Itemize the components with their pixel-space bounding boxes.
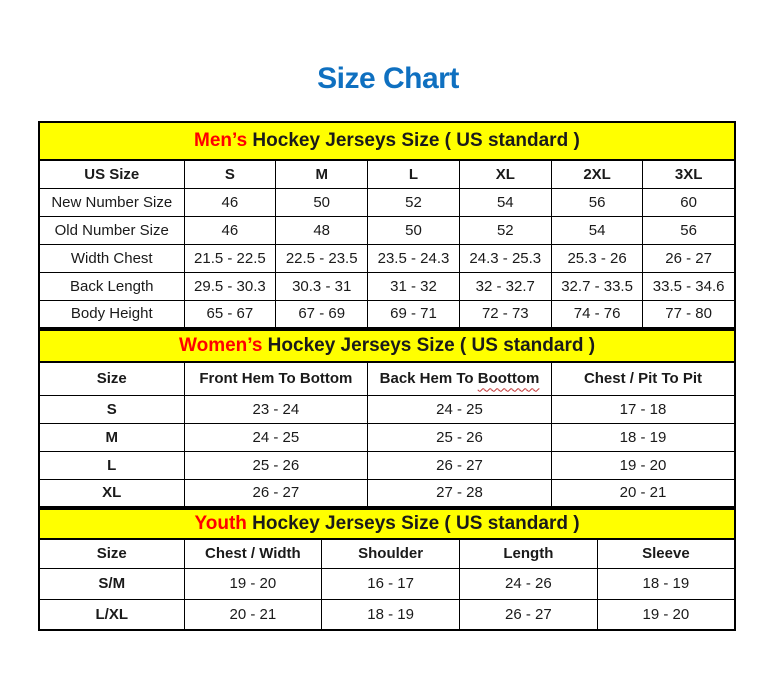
womens-column-header-prefix: Back Hem To xyxy=(379,370,478,388)
size-cell: 25 - 26 xyxy=(368,423,552,451)
size-cell: 18 - 19 xyxy=(322,599,460,630)
row-label: L xyxy=(39,451,184,479)
row-label: Old Number Size xyxy=(39,216,184,244)
size-cell: 26 - 27 xyxy=(184,479,368,507)
size-cell: 21.5 - 22.5 xyxy=(184,244,276,272)
size-cell: 26 - 27 xyxy=(368,451,552,479)
table-row xyxy=(39,451,735,479)
table-row xyxy=(39,244,735,272)
mens-column-header: US Size xyxy=(39,160,184,188)
size-cell: 19 - 20 xyxy=(597,599,735,630)
womens-section-title xyxy=(39,330,735,362)
table-row xyxy=(39,216,735,244)
womens-section-title-highlight: Women’s xyxy=(179,335,263,356)
size-cell: 54 xyxy=(459,188,551,216)
youth-column-header: Length xyxy=(460,539,598,568)
size-cell: 30.3 - 31 xyxy=(276,272,368,300)
size-cell: 50 xyxy=(368,216,460,244)
youth-section-title-rest: Hockey Jerseys Size ( US standard ) xyxy=(246,513,580,534)
mens-section-title-row xyxy=(39,122,735,160)
size-cell: 18 - 19 xyxy=(551,423,735,451)
size-cell: 19 - 20 xyxy=(551,451,735,479)
row-label: S xyxy=(39,395,184,423)
size-cell: 72 - 73 xyxy=(459,300,551,328)
size-cell: 24 - 25 xyxy=(368,395,552,423)
row-label: L/XL xyxy=(39,599,184,630)
size-cell: 77 - 80 xyxy=(643,300,735,328)
row-label: M xyxy=(39,423,184,451)
row-label: New Number Size xyxy=(39,188,184,216)
womens-column-header: Front Hem To Bottom xyxy=(184,362,368,395)
size-cell: 67 - 69 xyxy=(276,300,368,328)
table-row xyxy=(39,599,735,630)
row-label: XL xyxy=(39,479,184,507)
womens-size-table xyxy=(38,329,736,508)
youth-section-title xyxy=(39,509,735,539)
youth-column-header: Sleeve xyxy=(597,539,735,568)
page-title: Size Chart xyxy=(317,62,459,95)
mens-column-header: 3XL xyxy=(643,160,735,188)
row-label: Body Height xyxy=(39,300,184,328)
youth-section-title-highlight: Youth xyxy=(194,513,247,534)
size-cell: 26 - 27 xyxy=(643,244,735,272)
size-cell: 20 - 21 xyxy=(184,599,322,630)
size-cell: 74 - 76 xyxy=(551,300,643,328)
womens-column-header: Size xyxy=(39,362,184,395)
table-row xyxy=(39,479,735,507)
table-row xyxy=(39,300,735,328)
mens-section-title-highlight: Men’s xyxy=(194,130,248,151)
table-row xyxy=(39,423,735,451)
size-cell: 17 - 18 xyxy=(551,395,735,423)
youth-section-title-row xyxy=(39,509,735,539)
mens-column-header: L xyxy=(368,160,460,188)
row-label: Back Length xyxy=(39,272,184,300)
mens-column-header: M xyxy=(276,160,368,188)
row-label: S/M xyxy=(39,568,184,599)
youth-header-row xyxy=(39,539,735,568)
size-cell: 50 xyxy=(276,188,368,216)
size-cell: 25 - 26 xyxy=(184,451,368,479)
table-row xyxy=(39,568,735,599)
table-row xyxy=(39,188,735,216)
size-cell: 52 xyxy=(459,216,551,244)
youth-column-header: Chest / Width xyxy=(184,539,322,568)
table-row xyxy=(39,272,735,300)
mens-column-header: 2XL xyxy=(551,160,643,188)
row-label: Width Chest xyxy=(39,244,184,272)
size-chart-tables xyxy=(38,121,734,631)
size-cell: 23 - 24 xyxy=(184,395,368,423)
size-cell: 54 xyxy=(551,216,643,244)
size-cell: 33.5 - 34.6 xyxy=(643,272,735,300)
size-cell: 56 xyxy=(551,188,643,216)
size-cell: 24 - 26 xyxy=(460,568,598,599)
size-cell: 25.3 - 26 xyxy=(551,244,643,272)
size-cell: 52 xyxy=(368,188,460,216)
size-cell: 20 - 21 xyxy=(551,479,735,507)
size-cell: 69 - 71 xyxy=(368,300,460,328)
size-cell: 23.5 - 24.3 xyxy=(368,244,460,272)
size-cell: 16 - 17 xyxy=(322,568,460,599)
youth-column-header: Size xyxy=(39,539,184,568)
mens-column-header: S xyxy=(184,160,276,188)
size-cell: 27 - 28 xyxy=(368,479,552,507)
size-cell: 29.5 - 30.3 xyxy=(184,272,276,300)
youth-size-table xyxy=(38,508,736,631)
misspelled-word: Boottom xyxy=(477,370,540,388)
size-cell: 26 - 27 xyxy=(460,599,598,630)
size-cell: 46 xyxy=(184,188,276,216)
size-cell: 60 xyxy=(643,188,735,216)
womens-header-row xyxy=(39,362,735,395)
size-cell: 48 xyxy=(276,216,368,244)
size-cell: 24 - 25 xyxy=(184,423,368,451)
size-cell: 22.5 - 23.5 xyxy=(276,244,368,272)
size-cell: 24.3 - 25.3 xyxy=(459,244,551,272)
womens-column-header: Chest / Pit To Pit xyxy=(551,362,735,395)
size-cell: 18 - 19 xyxy=(597,568,735,599)
size-cell: 31 - 32 xyxy=(368,272,460,300)
table-row xyxy=(39,395,735,423)
youth-column-header: Shoulder xyxy=(322,539,460,568)
mens-column-header: XL xyxy=(459,160,551,188)
size-cell: 32 - 32.7 xyxy=(459,272,551,300)
mens-section-title xyxy=(39,122,735,160)
womens-section-title-row xyxy=(39,330,735,362)
size-cell: 56 xyxy=(643,216,735,244)
womens-section-title-rest: Hockey Jerseys Size ( US standard ) xyxy=(262,335,596,356)
size-cell: 65 - 67 xyxy=(184,300,276,328)
mens-header-row xyxy=(39,160,735,188)
size-cell: 32.7 - 33.5 xyxy=(551,272,643,300)
size-cell: 46 xyxy=(184,216,276,244)
size-cell: 19 - 20 xyxy=(184,568,322,599)
mens-section-title-rest: Hockey Jerseys Size ( US standard ) xyxy=(247,130,580,151)
mens-size-table xyxy=(38,121,736,329)
womens-column-header xyxy=(368,362,552,395)
